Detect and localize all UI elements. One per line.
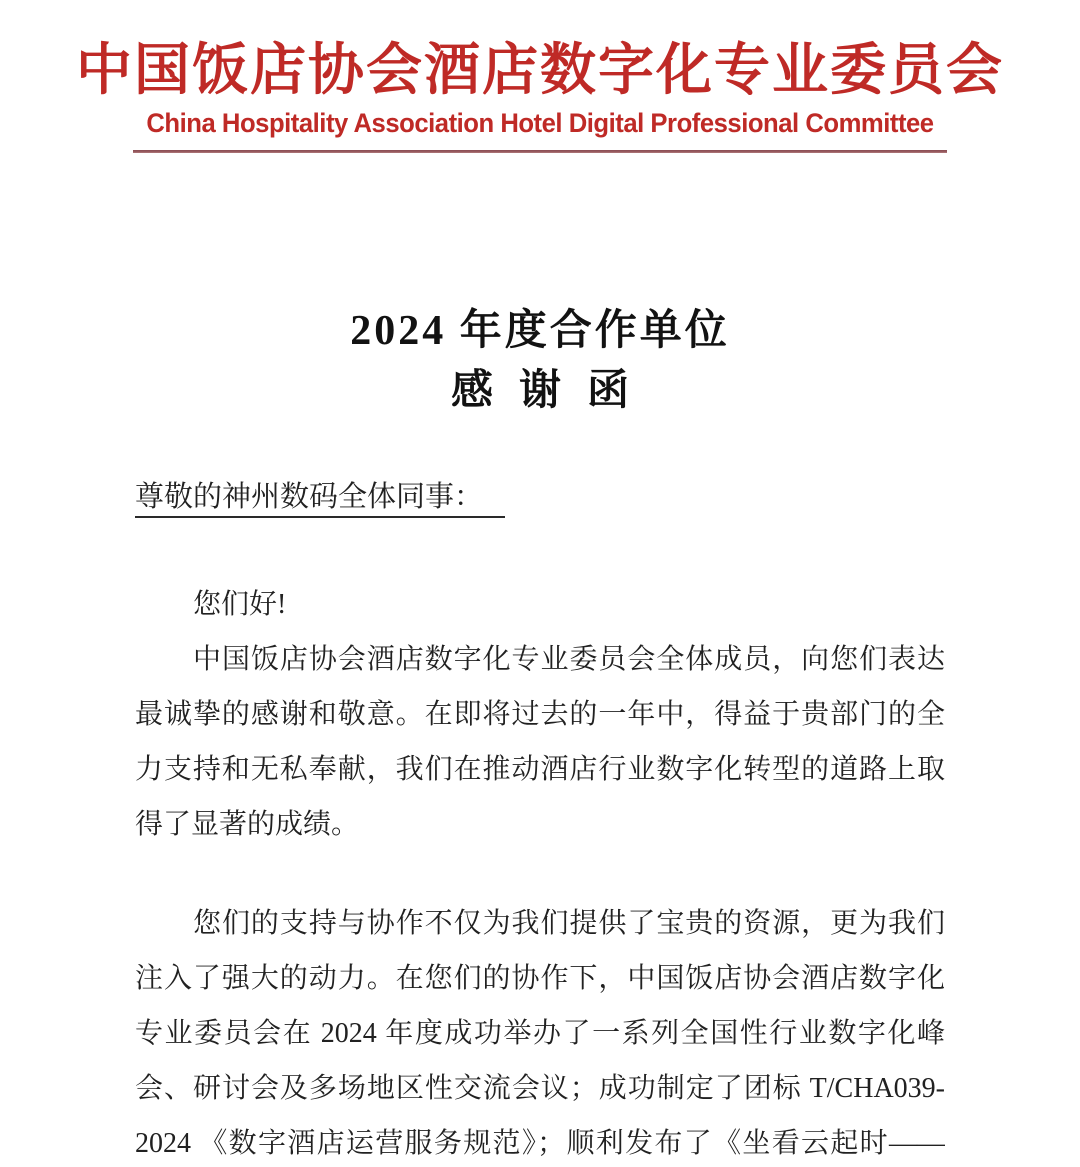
letterhead-divider	[133, 150, 947, 153]
paragraph-2-line-2: 注入了强大的动力。在您们的协作下，中国饭店协会酒店数字化	[135, 963, 945, 994]
org-name-chinese: 中国饭店协会酒店数字化专业委员会	[76, 40, 1004, 102]
org-name-english: China Hospitality Association Hotel Digital Professional Committee	[146, 108, 934, 138]
paragraph-1-line-3: 力支持和无私奉献，我们在推动酒店行业数字化转型的道路上取	[135, 754, 945, 785]
paragraph-2	[135, 896, 945, 1167]
letter-title-line1: 2024 年度合作单位	[350, 308, 730, 354]
greeting-block	[135, 577, 945, 632]
paragraph-2-line-1: 您们的支持与协作不仅为我们提供了宝贵的资源，更为我们	[193, 908, 945, 939]
paragraph-2-line-4: 会、研讨会及多场地区性交流会议；成功制定了团标 T/CHA039-	[135, 1073, 945, 1104]
paragraph-1-line-1: 中国饭店协会酒店数字化专业委员会全体成员，向您们表达	[193, 644, 945, 675]
salutation: 尊敬的神州数码全体同事：	[135, 481, 505, 518]
letter-title	[135, 301, 945, 421]
paragraph-2-line-5: 2024 《数字酒店运营服务规范》；顺利发布了《坐看云起时——	[135, 1128, 945, 1159]
greeting-line: 您们好!	[193, 589, 287, 620]
letterhead	[0, 0, 1080, 153]
paragraph-1	[135, 632, 945, 852]
paragraph-1-line-4: 得了显著的成绩。	[135, 809, 360, 840]
paragraph-2-line-3: 专业委员会在 2024 年度成功举办了一系列全国性行业数字化峰	[135, 1018, 945, 1049]
salutation-row	[135, 477, 945, 517]
paragraph-1-line-2: 最诚挚的感谢和敬意。在即将过去的一年中，得益于贵部门的全	[135, 699, 945, 730]
letter-title-line2: 感谢函	[450, 368, 655, 414]
letter-body	[135, 301, 945, 1167]
